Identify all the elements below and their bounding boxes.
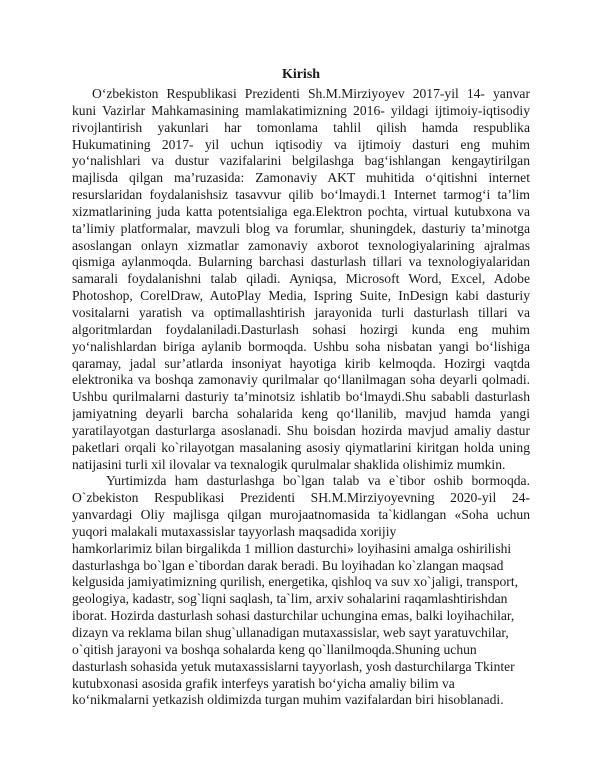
text-line: qaramay, jadal sur’atlarda insoniyat hayotiga kirib kelmoqda. Hozirgi vaqtda <box>72 355 530 371</box>
text-line: dizayn va reklama bilan shug`ullanadigan mutaxassislar, web sayt yaratuvchilar, <box>72 625 509 640</box>
text-line: o`qitish jarayoni va boshqa sohalarda keng qo`llanilmoqda.Shuning uchun <box>72 641 477 657</box>
text-line: qismiga aylanmoqda. Bularning barchasi dasturlash tillari va texnologiyalaridan <box>72 254 530 270</box>
text-line: yaratilayotgan dasturlarga asoslanadi. Shu boisdan hozirda mavjud amaliy dastur <box>72 422 530 438</box>
text-line: yo‘nalishlari va dustur vazifalarini belgilashga bag‘ishlangan kengaytirilgan <box>72 153 530 169</box>
text-line: rivojlantirish yakunlari har tomonlama tahlil qilish hamda respublika <box>72 119 530 135</box>
text-line: xizmatlarining juda katta potentsialiga ega.Elektron pochta, virtual kutubxona va <box>72 203 530 219</box>
text-line: O`zbekiston Respublikasi Prezidenti SH.M.Mirziyoyevning 2020-yil 24- <box>72 490 530 506</box>
text-line: yo‘nalishlardan biriga aylanib bormoqda. Ushbu soha nisbatan yangi bo‘lishiga <box>72 338 530 354</box>
text-line: Photoshop, CorelDraw, AutoPlay Media, Ispring Suite, InDesign kabi dasturiy <box>72 288 530 304</box>
text-line: hamkorlarimiz bilan birgalikda 1 million dasturchi» loyihasini amalga oshirilishi <box>72 540 512 556</box>
text-line: dasturlashga bo`lgan e`tibordan darak beradi. Bu loyihadan ko`zlangan maqsad <box>72 557 504 573</box>
text-line: yanvardagi Oliy majlisga qilgan murojaatnomasida ta`kidlangan «Soha uchun <box>72 507 530 523</box>
text-line: iborat. Hozirda dasturlash sohasi dasturchilar uchungina emas, balki loyihachilar, <box>72 608 515 624</box>
text-line: Yurtimizda ham dasturlashga bo`lgan talab va e`tibor oshib bormoqda. <box>106 473 530 489</box>
text-line: geologiya, kadastr, sog`liqni saqlash, ta`lim, arxiv sohalarini raqamlashtirishdan <box>72 591 508 607</box>
text-line: dasturlash sohasida yetuk mutaxassislarni tayyorlash, yosh dasturchilarga Tkinter <box>72 658 515 674</box>
text-line: resurslaridan foydalanishsiz tasavvur qilib bo‘lmaydi.1 Internet tarmog‘i ta’lim <box>72 187 530 203</box>
text-line: kutubxonasi asosida grafik interfeys yaratish bo‘yicha amaliy bilim va <box>72 675 455 691</box>
text-line: algoritmlardan foydalaniladi.Dasturlash sohasi hozirgi kunda eng muhim <box>72 321 530 337</box>
text-line: jamiyatning deyarli barcha sohalarida keng qo‘llanilib, mavjud hamda yangi <box>72 406 530 422</box>
text-line: majlisda qilgan ma’ruzasida: Zamonaviy AKT muhitida o‘qitishni internet <box>72 170 530 186</box>
text-line: O‘zbekiston Respublikasi Prezidenti Sh.M.Mirziyoyev 2017-yil 14- yanvar <box>92 86 530 101</box>
text-line: ko‘nikmalarni yetkazish oldimizda turgan muhim vazifalardan biri hisoblanadi. <box>72 692 504 708</box>
text-line: Ushbu qurilmalarni dasturiy ta’minotsiz ishlatib bo‘lmaydi.Shu sababli dasturlash <box>72 389 530 405</box>
text-line: ta’limiy platformalar, mavzuli blog va forumlar, shuningdek, dasturiy ta’minotga <box>72 220 530 236</box>
page-title: Kirish <box>281 67 321 82</box>
text-line: elektronika va boshqa zamonaviy qurilmalar qo‘llanilmagan soha deyarli qolmadi. <box>72 372 530 388</box>
text-line: natijasini turli xil ilovalar va texnalogik qurulmalar shaklida olishimiz mumkin. <box>72 456 506 472</box>
document-page <box>72 66 530 709</box>
text-line: kuni Vazirlar Mahkamasining mamlakatimizning 2016- yildagi ijtimoiy-iqtisodiy <box>72 102 530 118</box>
text-line: asoslangan onlayn xizmatlar zamonaviy axborot texnologiyalarining ajralmas <box>72 237 530 253</box>
text-line: paketlari orqali ko`rilayotgan masalaning asosiy qiymatlarini kiritgan holda uning <box>72 439 530 455</box>
text-line: Hukumatining 2017- yil uchun iqtisodiy va ijtimoiy dasturi eng muhim <box>72 136 530 152</box>
body-text <box>72 86 530 709</box>
text-line: yuqori malakali mutaxassislar tayyorlash maqsadida xorijiy <box>72 523 397 539</box>
text-line: samarali foydalanishni talab qiladi. Ayniqsa, Microsoft Word, Excel, Adobe <box>72 271 530 287</box>
text-line: vositalarni yaratish va optimallashtirish jarayonida turli dasturlash tillari va <box>72 304 530 320</box>
text-line: kelgusida jamiyatimizning qurilish, energetika, qishloq va suv xo`jaligi, transport, <box>72 574 518 590</box>
